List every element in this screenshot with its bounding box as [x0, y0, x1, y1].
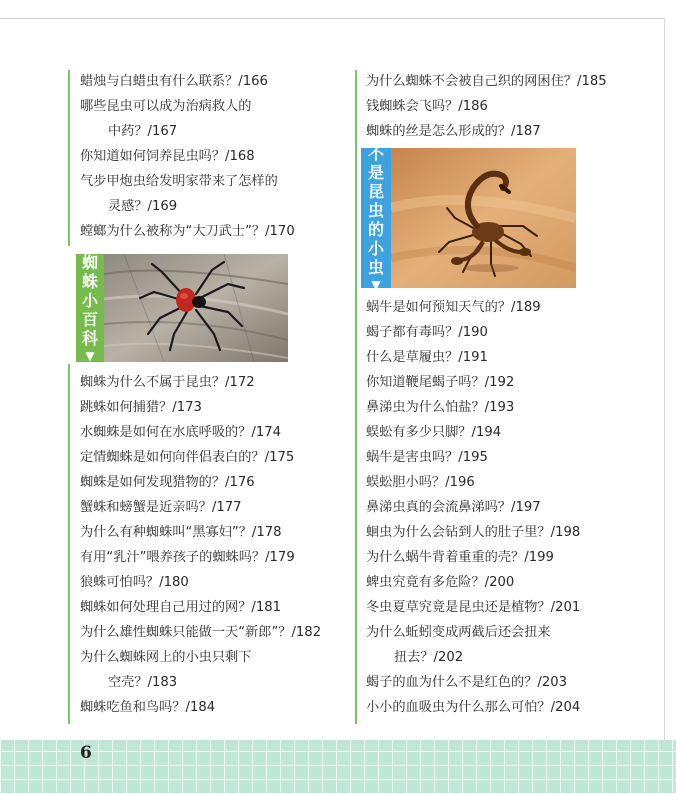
footer-grid-band [0, 740, 676, 794]
toc-entry[interactable]: 为什么蜗牛背着重重的壳？/199 [366, 550, 554, 565]
page-top-rule [0, 18, 664, 19]
left-accent-bar-top [68, 70, 70, 246]
toc-entry[interactable]: 蟹蛛和螃蟹是近亲吗？/177 [80, 500, 242, 515]
toc-entry[interactable]: 中药？/167 [108, 124, 178, 139]
toc-entry[interactable]: 狼蛛可怕吗？/180 [80, 575, 189, 590]
toc-entry[interactable]: 蝎子都有毒吗？/190 [366, 325, 488, 340]
section-title-char: 昆 [367, 182, 384, 201]
toc-entry[interactable]: 蝎子的血为什么不是红色的？/203 [366, 675, 568, 690]
left-accent-bar-bottom [68, 364, 70, 724]
toc-entry[interactable]: 有用“乳汁”喂养孩子的蜘蛛吗？/179 [80, 550, 295, 565]
toc-entry[interactable]: 蜡烛与白蜡虫有什么联系？/166 [80, 74, 268, 89]
toc-entry[interactable]: 为什么雄性蜘蛛只能做一天“新郎”？/182 [80, 625, 322, 640]
toc-entry[interactable]: 你知道鞭尾蝎子吗？/192 [366, 375, 515, 390]
toc-entry[interactable]: 为什么蜘蛛不会被自己织的网困住？/185 [366, 74, 607, 89]
toc-entry[interactable]: 钱蜘蛛会飞吗？/186 [366, 99, 488, 114]
toc-entry[interactable]: 你知道如何饲养昆虫吗？/168 [80, 149, 255, 164]
section-title-char: 小 [367, 239, 384, 258]
toc-entry[interactable]: 蜈蚣胆小吗？/196 [366, 475, 475, 490]
scorpion-photo [391, 148, 576, 288]
section-title-char: 科 [81, 329, 98, 348]
section-title-char: 是 [367, 163, 384, 182]
toc-entry[interactable]: 气步甲炮虫给发明家带来了怎样的 [80, 174, 278, 189]
section-tag-not-insects [361, 144, 391, 292]
toc-entry[interactable]: 为什么蜘蛛网上的小虫只剩下 [80, 650, 252, 665]
section-title-char: 虫 [367, 258, 384, 277]
section-tag-spider [76, 254, 104, 362]
toc-entry[interactable]: 螳螂为什么被称为“大刀武士”？/170 [80, 224, 295, 239]
toc-entry[interactable]: 为什么有种蜘蛛叫“黑寡妇”？/178 [80, 525, 282, 540]
section-title-char: 不 [367, 144, 384, 163]
right-accent-bar [355, 70, 357, 724]
down-arrow-icon: ▼ [85, 349, 95, 363]
toc-entry[interactable]: 蜘蛛吃鱼和鸟吗？/184 [80, 700, 216, 715]
toc-entry[interactable]: 蜱虫究竟有多危险？/200 [366, 575, 515, 590]
toc-entry[interactable]: 蜈蚣有多少只脚？/194 [366, 425, 502, 440]
toc-entry[interactable]: 蜘蛛的丝是怎么形成的？/187 [366, 124, 541, 139]
toc-entry[interactable]: 定情蜘蛛是如何向伴侣表白的？/175 [80, 450, 295, 465]
toc-entry[interactable]: 蜗牛是害虫吗？/195 [366, 450, 488, 465]
toc-entry[interactable]: 蜗牛是如何预知天气的？/189 [366, 300, 541, 315]
toc-entry[interactable]: 鼻涕虫真的会流鼻涕吗？/197 [366, 500, 541, 515]
section-title-char: 小 [81, 291, 98, 310]
spider-photo [104, 254, 288, 362]
down-arrow-icon: ▼ [371, 278, 381, 292]
page-number: 6 [80, 743, 92, 763]
toc-entry[interactable]: 蛔虫为什么会钻到人的肚子里？/198 [366, 525, 581, 540]
toc-entry[interactable]: 跳蛛如何捕猎？/173 [80, 400, 202, 415]
toc-entry[interactable]: 蜘蛛如何处理自己用过的网？/181 [80, 600, 282, 615]
section-title-char: 蛛 [81, 272, 98, 291]
toc-entry[interactable]: 为什么蚯蚓变成两截后还会扭来 [366, 625, 551, 640]
toc-entry[interactable]: 水蜘蛛是如何在水底呼吸的？/174 [80, 425, 282, 440]
page-side-rule [664, 18, 665, 740]
toc-entry[interactable]: 哪些昆虫可以成为治病救人的 [80, 99, 252, 114]
toc-entry[interactable]: 鼻涕虫为什么怕盐？/193 [366, 400, 515, 415]
toc-entry[interactable]: 小小的血吸虫为什么那么可怕？/204 [366, 700, 581, 715]
toc-entry[interactable]: 蜘蛛为什么不属于昆虫？/172 [80, 375, 255, 390]
toc-entry[interactable]: 什么是草履虫？/191 [366, 350, 488, 365]
section-title-char: 蜘 [81, 253, 98, 272]
toc-entry[interactable]: 冬虫夏草究竟是昆虫还是植物？/201 [366, 600, 581, 615]
toc-entry[interactable]: 灵感？/169 [108, 199, 178, 214]
toc-entry[interactable]: 蜘蛛是如何发现猎物的？/176 [80, 475, 255, 490]
section-title-char: 的 [367, 220, 384, 239]
section-title-char: 虫 [367, 201, 384, 220]
toc-entry[interactable]: 扭去？/202 [394, 650, 464, 665]
section-title-char: 百 [81, 310, 98, 329]
toc-entry[interactable]: 空壳？/183 [108, 675, 178, 690]
